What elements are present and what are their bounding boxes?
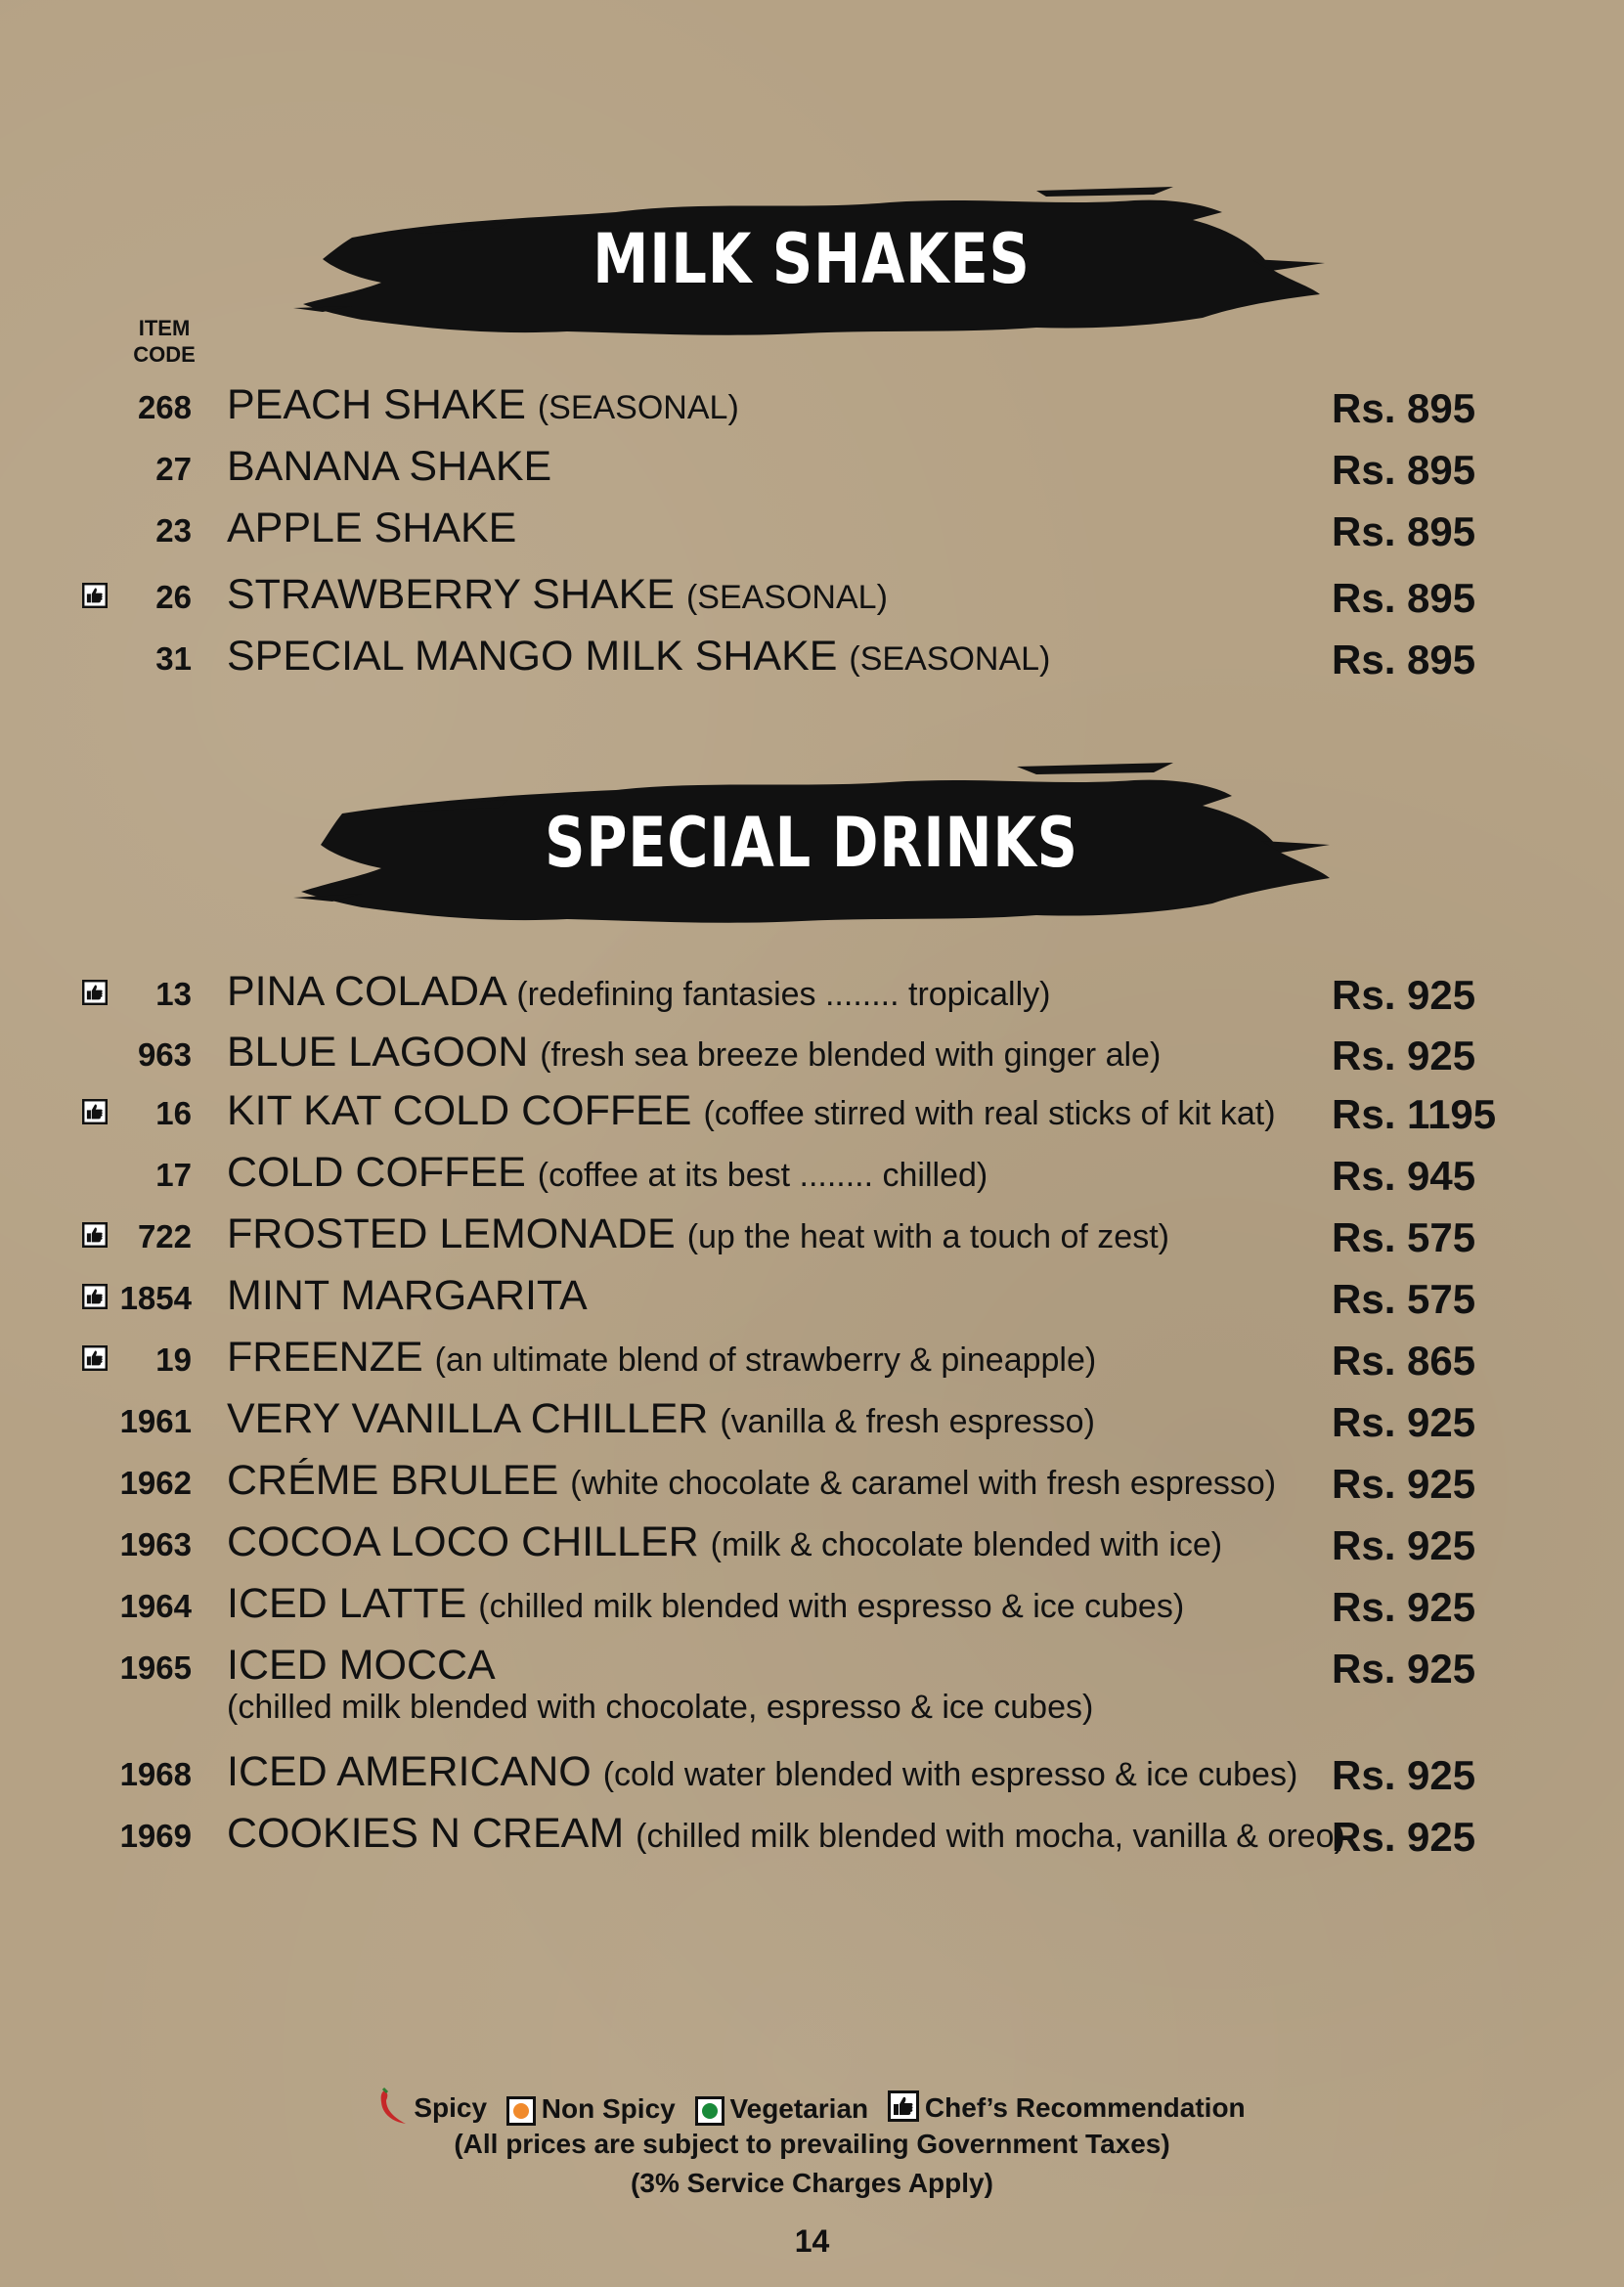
item-price: Rs. 925 [1332, 1033, 1476, 1078]
item-description: (redefining fantasies ........ tropically) [516, 976, 1051, 1013]
item-description: (coffee stirred with real sticks of kit kat) [703, 1095, 1276, 1132]
menu-item-row [0, 968, 1624, 1019]
item-code: 1963 [119, 1526, 192, 1562]
item-code: 268 [137, 389, 192, 425]
item-description: (SEASONAL) [537, 389, 739, 426]
vegetarian-icon [695, 2096, 724, 2126]
item-code: 16 [155, 1095, 192, 1131]
item-title: COLD COFFEE [227, 1149, 526, 1196]
non-spicy-icon [506, 2096, 536, 2126]
page-number: 14 [794, 2223, 830, 2259]
menu-item-row [0, 1580, 1624, 1631]
item-name [227, 443, 551, 491]
menu-item-row [0, 1642, 1624, 1726]
item-price: Rs. 895 [1332, 447, 1476, 493]
item-price: Rs. 925 [1332, 1461, 1476, 1507]
item-title: ICED AMERICANO [227, 1748, 592, 1795]
item-title: VERY VANILLA CHILLER [227, 1395, 709, 1442]
item-price: Rs. 925 [1332, 1814, 1476, 1860]
service-charge-note: (3% Service Charges Apply) [631, 2168, 993, 2198]
menu-item-row [0, 1087, 1624, 1138]
item-price: Rs. 925 [1332, 1584, 1476, 1630]
item-name [227, 1210, 1169, 1258]
item-name [227, 1810, 1345, 1858]
item-name [227, 1029, 1161, 1077]
item-description: (SEASONAL) [685, 579, 888, 616]
menu-item-row [0, 1149, 1624, 1200]
item-code: 23 [155, 512, 192, 549]
item-code: 1854 [119, 1280, 192, 1316]
item-name [227, 381, 739, 429]
item-code-header: ITEM CODE [133, 316, 196, 367]
item-price: Rs. 925 [1332, 1399, 1476, 1445]
item-description: (coffee at its best ........ chilled) [537, 1157, 988, 1194]
section-title-milkshakes: MILK SHAKES [593, 219, 1031, 299]
legend-spicy-label: Spicy [414, 2091, 488, 2123]
item-price: Rs. 1195 [1332, 1091, 1497, 1137]
item-code: 722 [137, 1218, 192, 1254]
item-title: ICED LATTE [227, 1580, 467, 1627]
menu-item-row [0, 571, 1624, 622]
item-price: Rs. 925 [1332, 972, 1476, 1018]
item-title: FREENZE [227, 1334, 423, 1381]
item-price: Rs. 865 [1332, 1338, 1476, 1384]
item-name [227, 633, 1050, 681]
menu-item-row [0, 1272, 1624, 1323]
item-price: Rs. 895 [1332, 385, 1476, 431]
item-price: Rs. 895 [1332, 508, 1476, 554]
item-name [227, 968, 1050, 1016]
item-title: BANANA SHAKE [227, 443, 552, 490]
item-description: (milk & chocolate blended with ice) [710, 1526, 1223, 1563]
menu-item-row [0, 505, 1624, 555]
section-title-special-drinks: SPECIAL DRINKS [545, 803, 1078, 883]
legend-chefs-recommendation-label: Chef’s Recommendation [924, 2091, 1246, 2123]
milkshakes-banner [293, 161, 1330, 357]
menu-item-row [0, 381, 1624, 432]
item-price: Rs. 575 [1332, 1214, 1476, 1260]
item-title: COCOA LOCO CHILLER [227, 1518, 699, 1565]
item-name [227, 1457, 1276, 1505]
item-description: (fresh sea breeze blended with ginger ale) [540, 1036, 1162, 1074]
item-code: 1969 [119, 1818, 192, 1854]
menu-item-row [0, 1210, 1624, 1261]
item-description-line2: (chilled milk blended with chocolate, espresso & ice cubes) [227, 1689, 1094, 1726]
tax-note: (All prices are subject to prevailing Government Taxes) [454, 2129, 1170, 2159]
item-code: 19 [155, 1341, 192, 1378]
legend-chefs-recommendation [888, 2090, 1246, 2129]
item-code: 1965 [119, 1649, 192, 1686]
item-description: (an ultimate blend of strawberry & pineapple) [434, 1341, 1097, 1379]
item-name [227, 1272, 588, 1320]
item-code: 963 [137, 1036, 192, 1073]
item-name [227, 1748, 1297, 1796]
menu-item-row [0, 633, 1624, 683]
item-price: Rs. 945 [1332, 1153, 1476, 1199]
item-title: PEACH SHAKE [227, 381, 526, 428]
menu-item-row [0, 1029, 1624, 1079]
item-price: Rs. 925 [1332, 1522, 1476, 1568]
item-name [227, 1149, 988, 1197]
menu-item-row [0, 1810, 1624, 1861]
item-description: (up the heat with a touch of zest) [686, 1218, 1169, 1255]
item-title: PINA COLADA [227, 968, 505, 1015]
item-name [227, 571, 888, 619]
item-description: (cold water blended with espresso & ice cubes) [602, 1756, 1298, 1793]
item-code: 31 [155, 640, 192, 677]
item-name [227, 1334, 1096, 1382]
menu-item-row [0, 1457, 1624, 1508]
menu-item-row [0, 443, 1624, 494]
legend-non-spicy [506, 2093, 676, 2126]
item-code: 26 [155, 579, 192, 615]
item-title: KIT KAT COLD COFFEE [227, 1087, 692, 1134]
item-code: 17 [155, 1157, 192, 1193]
item-name [227, 1087, 1276, 1135]
legend-non-spicy-label: Non Spicy [541, 2093, 676, 2125]
item-price: Rs. 895 [1332, 637, 1476, 682]
item-code: 13 [155, 976, 192, 1012]
item-price: Rs. 925 [1332, 1646, 1476, 1692]
item-title: SPECIAL MANGO MILK SHAKE [227, 633, 838, 680]
item-name [227, 1642, 496, 1690]
item-description: (chilled milk blended with espresso & ice cubes) [478, 1588, 1185, 1625]
menu-item-row [0, 1518, 1624, 1569]
item-code: 1961 [119, 1403, 192, 1439]
item-name [227, 1395, 1095, 1443]
item-title: MINT MARGARITA [227, 1272, 588, 1319]
item-title: CRÉME BRULEE [227, 1457, 559, 1504]
legend-vegetarian-label: Vegetarian [729, 2093, 869, 2125]
menu-item-row [0, 1395, 1624, 1446]
thumbs-up-icon [888, 2090, 919, 2129]
item-name [227, 1518, 1222, 1566]
item-name [227, 1580, 1184, 1628]
item-title: BLUE LAGOON [227, 1029, 529, 1076]
item-name [227, 505, 516, 552]
menu-item-row [0, 1748, 1624, 1799]
item-title: FROSTED LEMONADE [227, 1210, 676, 1257]
item-code: 1968 [119, 1756, 192, 1792]
legend [0, 2087, 1624, 2133]
item-code: 1962 [119, 1465, 192, 1501]
item-description: (chilled milk blended with mocha, vanilla & oreo) [636, 1818, 1345, 1855]
special-drinks-banner [293, 745, 1330, 941]
item-title: COOKIES N CREAM [227, 1810, 625, 1857]
item-title: APPLE SHAKE [227, 505, 517, 551]
item-description: (white chocolate & caramel with fresh espresso) [570, 1465, 1277, 1502]
item-code: 1964 [119, 1588, 192, 1624]
item-title: ICED MOCCA [227, 1642, 496, 1689]
legend-spicy [378, 2087, 487, 2133]
item-price: Rs. 925 [1332, 1752, 1476, 1798]
item-code: 27 [155, 451, 192, 487]
item-price: Rs. 895 [1332, 575, 1476, 621]
menu-item-row [0, 1334, 1624, 1385]
item-description: (SEASONAL) [849, 640, 1051, 678]
item-price: Rs. 575 [1332, 1276, 1476, 1322]
chili-icon [378, 2087, 408, 2133]
item-title: STRAWBERRY SHAKE [227, 571, 675, 618]
legend-vegetarian [695, 2093, 869, 2126]
item-description: (vanilla & fresh espresso) [720, 1403, 1095, 1440]
